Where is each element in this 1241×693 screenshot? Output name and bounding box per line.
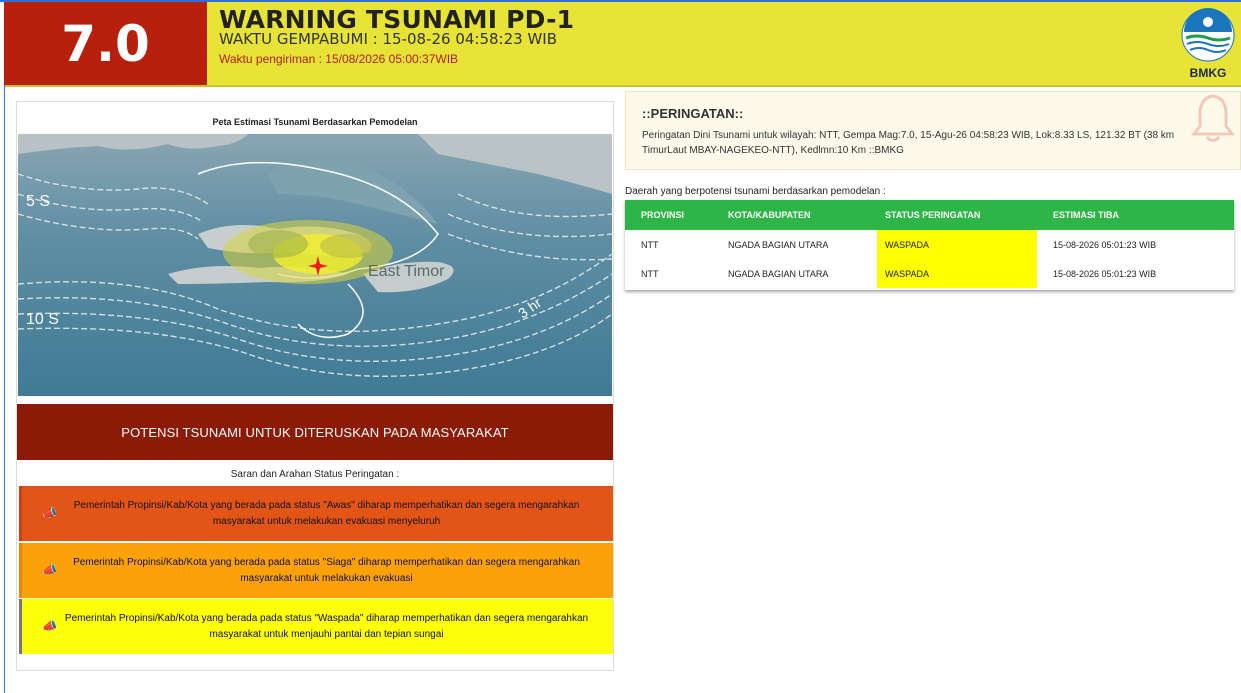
left-accent-line (4, 85, 5, 693)
col-provinsi: PROVINSI (625, 200, 712, 230)
hour-label: 3 hr (515, 294, 545, 322)
logo-text: BMKG (1189, 66, 1227, 80)
advice-siaga (19, 543, 613, 598)
table-header-row (625, 200, 1234, 230)
daerah-table-container (625, 200, 1234, 290)
potensi-banner: POTENSI TSUNAMI UNTUK DITERUSKAN PADA MASYARAKAT (17, 404, 613, 460)
daerah-heading: Daerah yang berpotensi tsunami berdasarkan pemodelan : (625, 186, 886, 197)
cell-status: WASPADA (877, 259, 1037, 288)
advice-siaga-text: Pemerintah Propinsi/Kab/Kota yang berada pada status "Siaga" diharap memperhatikan dan segera mengarahkan masyarakat untuk melakukan evakuasi (73, 556, 580, 584)
megaphone-icon: 📣 (42, 619, 57, 633)
lat-10s-label: 10 S (26, 311, 59, 328)
advice-waspada (19, 599, 613, 654)
cell-provinsi: NTT (641, 239, 659, 250)
cell-estimasi: 15-08-2026 05:01:23 WIB (1053, 239, 1157, 250)
cell-provinsi: NTT (641, 268, 659, 279)
col-status: STATUS PERINGATAN (877, 200, 1037, 230)
table-row (625, 230, 1234, 259)
daerah-table (625, 200, 1234, 288)
megaphone-icon: 📣 (42, 506, 57, 520)
advice-awas-text: Pemerintah Propinsi/Kab/Kota yang berada pada status "Awas" diharap memperhatikan dan segera mengarahkan masyarakat untuk melakukan evakuasi menyeluruh (73, 499, 580, 527)
warning-header (4, 2, 1241, 87)
magnitude-badge: 7.0 (4, 2, 207, 85)
peringatan-text: Peringatan Dini Tsunami untuk wilayah: NTT, Gempa Mag:7.0, 15-Agu-26 04:58:23 WIB, Lok:8.33 LS, 121.32 BT (38 km TimurLaut MBAY-NAGEKEO-NTT), Kedlmn:10 Km ::BMKG (642, 130, 1175, 156)
sent-time: Waktu pengiriman : 15/08/2026 05:00:37WIB (219, 52, 459, 66)
quake-time: WAKTU GEMPABUMI : 15-08-26 04:58:23 WIB (219, 30, 558, 48)
cell-status: WASPADA (877, 230, 1037, 259)
bmkg-logo (1181, 8, 1235, 80)
advice-waspada-text: Pemerintah Propinsi/Kab/Kota yang berada pada status "Waspada" diharap memperhatikan dan segera mengarahkan masyarakat untuk menjauhi pantai dan tepian sungai (64, 612, 589, 640)
peringatan-title: ::PERINGATAN:: (642, 106, 744, 121)
saran-heading: Saran dan Arahan Status Peringatan : (230, 469, 400, 480)
tsunami-map[interactable] (18, 134, 612, 396)
cell-kota: NGADA BAGIAN UTARA (728, 239, 829, 250)
warning-title: WARNING TSUNAMI PD-1 (219, 5, 575, 34)
lat-5s-label: 5 S (26, 193, 51, 210)
map-caption: Peta Estimasi Tsunami Berdasarkan Pemodelan (212, 117, 418, 127)
cell-estimasi: 15-08-2026 05:01:23 WIB (1053, 268, 1157, 279)
advice-awas (19, 486, 613, 541)
megaphone-icon: 📣 (42, 563, 57, 577)
cell-kota: NGADA BAGIAN UTARA (728, 268, 829, 279)
bmkg-logo-icon (1181, 8, 1235, 64)
bell-icon (1190, 92, 1236, 144)
col-kota: KOTA/KABUPATEN (712, 200, 877, 230)
col-estimasi: ESTIMASI TIBA (1037, 200, 1234, 230)
place-label: East Timor (368, 263, 445, 280)
table-row (625, 259, 1234, 288)
map-panel (16, 101, 614, 671)
peringatan-box (625, 91, 1241, 170)
